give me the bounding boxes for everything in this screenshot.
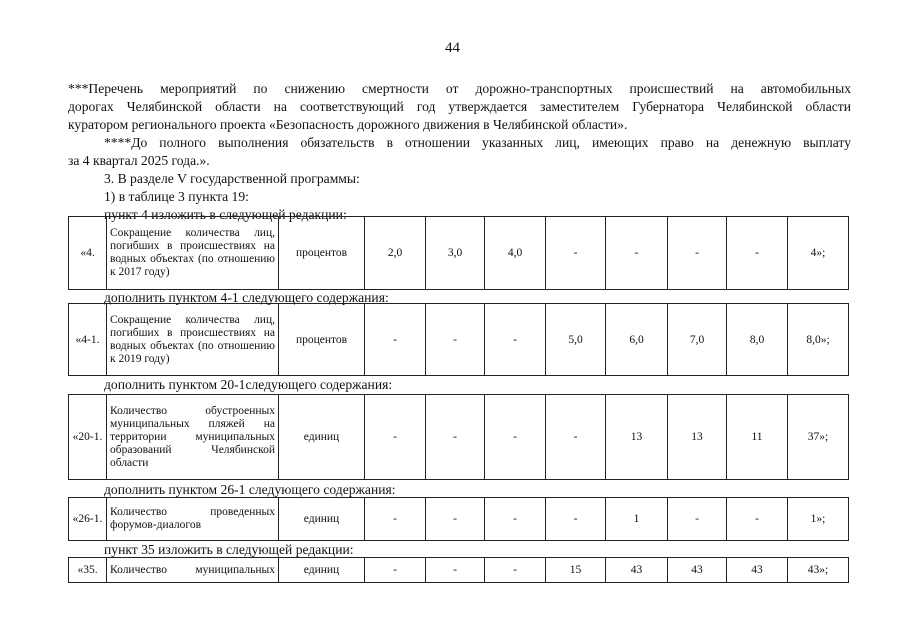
- section-heading: 3. В разделе V государственной программы:: [104, 171, 360, 186]
- value-cell: 5,0: [546, 304, 606, 376]
- caption-point-4: пункт 4 изложить в следующей редакции:: [104, 207, 347, 222]
- footnote-line-3: куратором регионального проекта «Безопасность дорожного движения в Челябинской области».: [68, 117, 628, 132]
- value-cell: 8,0»;: [788, 304, 849, 376]
- row-number: «26-1.: [69, 498, 107, 541]
- indicator-name: Количество проведенных форумов-диалогов: [107, 498, 279, 541]
- value-cell: -: [426, 558, 485, 583]
- value-cell: -: [485, 558, 546, 583]
- value-cell: 13: [606, 395, 668, 480]
- table-row-20-1: [68, 394, 849, 480]
- value-cell: -: [727, 217, 788, 290]
- unit-cell: единиц: [279, 395, 365, 480]
- value-cell: 1»;: [788, 498, 849, 541]
- footnote2-line-1: ****До полного выполнения обязательств в отношении указанных лиц, имеющих право на денежную выплату: [104, 135, 851, 150]
- value-cell: -: [546, 217, 606, 290]
- value-cell: -: [426, 395, 485, 480]
- value-cell: -: [668, 498, 727, 541]
- value-cell: 7,0: [668, 304, 727, 376]
- footnote-line-1: ***Перечень мероприятий по снижению смертности от дорожно-транспортных происшествий на автомобильных: [68, 81, 851, 96]
- caption-point-4-1: дополнить пунктом 4-1 следующего содержания:: [104, 290, 389, 305]
- value-cell: 2,0: [365, 217, 426, 290]
- unit-cell: процентов: [279, 217, 365, 290]
- caption-point-35: пункт 35 изложить в следующей редакции:: [104, 542, 354, 557]
- value-cell: 4»;: [788, 217, 849, 290]
- value-cell: 37»;: [788, 395, 849, 480]
- value-cell: 43: [606, 558, 668, 583]
- value-cell: -: [485, 395, 546, 480]
- table-row-4: [68, 216, 849, 290]
- value-cell: -: [546, 395, 606, 480]
- table-row-35: [68, 557, 849, 583]
- indicator-name: Сокращение количества лиц, погибших в происшествиях на водных объектах (по отношению к 2019 году): [107, 304, 279, 376]
- indicator-name: Сокращение количества лиц, погибших в происшествиях на водных объектах (по отношению к 2017 году): [107, 217, 279, 290]
- row-number: «35.: [69, 558, 107, 583]
- row-number: «4.: [69, 217, 107, 290]
- value-cell: -: [365, 558, 426, 583]
- value-cell: 8,0: [727, 304, 788, 376]
- page-number: 44: [445, 40, 460, 56]
- value-cell: 4,0: [485, 217, 546, 290]
- value-cell: 1: [606, 498, 668, 541]
- unit-cell: процентов: [279, 304, 365, 376]
- value-cell: -: [727, 498, 788, 541]
- value-cell: -: [546, 498, 606, 541]
- value-cell: -: [365, 498, 426, 541]
- value-cell: 6,0: [606, 304, 668, 376]
- table-row-4-1: [68, 303, 849, 376]
- value-cell: 43: [727, 558, 788, 583]
- row-number: «4-1.: [69, 304, 107, 376]
- value-cell: 13: [668, 395, 727, 480]
- value-cell: 3,0: [426, 217, 485, 290]
- value-cell: -: [426, 498, 485, 541]
- unit-cell: единиц: [279, 558, 365, 583]
- value-cell: -: [426, 304, 485, 376]
- unit-cell: единиц: [279, 498, 365, 541]
- table-row-26-1: [68, 497, 849, 541]
- caption-point-20-1: дополнить пунктом 20-1следующего содержания:: [104, 377, 393, 392]
- value-cell: 43»;: [788, 558, 849, 583]
- value-cell: -: [485, 498, 546, 541]
- value-cell: 15: [546, 558, 606, 583]
- indicator-name: Количество обустроенных муниципальных пляжей на территории муниципальных образований Челябинской области: [107, 395, 279, 480]
- value-cell: -: [365, 395, 426, 480]
- indicator-name: Количество муниципальных: [107, 558, 279, 583]
- value-cell: 11: [727, 395, 788, 480]
- value-cell: -: [365, 304, 426, 376]
- subsection-heading: 1) в таблице 3 пункта 19:: [104, 189, 249, 204]
- footnote2-line-2: за 4 квартал 2025 года.».: [68, 153, 210, 168]
- value-cell: -: [606, 217, 668, 290]
- caption-point-26-1: дополнить пунктом 26-1 следующего содержания:: [104, 482, 396, 497]
- value-cell: 43: [668, 558, 727, 583]
- row-number: «20-1.: [69, 395, 107, 480]
- footnote-line-2: дорогах Челябинской области на соответствующий год утверждается заместителем Губернатора Челябинской области: [68, 99, 851, 114]
- value-cell: -: [485, 304, 546, 376]
- value-cell: -: [668, 217, 727, 290]
